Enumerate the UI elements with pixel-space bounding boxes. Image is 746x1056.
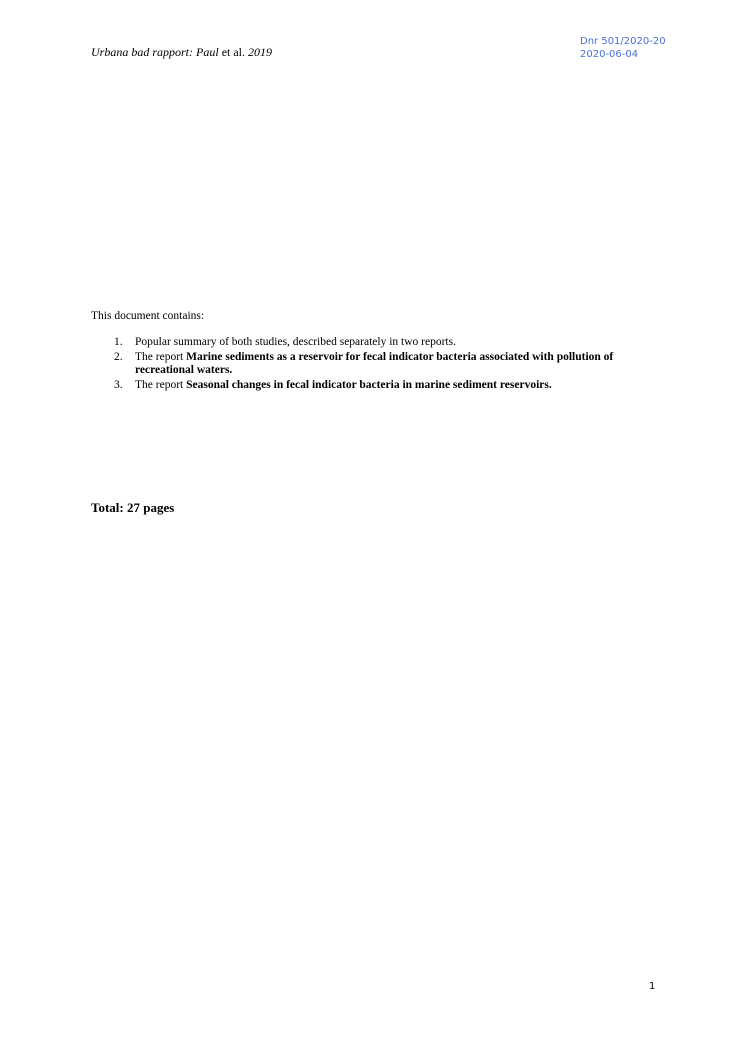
registration-date: 2020-06-04: [580, 49, 639, 60]
report-title: Marine sediments as a reservoir for fecal indicator bacteria associated with pollution of recreational waters.: [135, 350, 614, 376]
page-number: 1: [649, 981, 656, 992]
contents-list: [114, 336, 654, 393]
list-item-text: Popular summary of both studies, described separately in two reports.: [135, 336, 456, 348]
registration-number: Dnr 501/2020-20: [580, 36, 666, 47]
list-item-text: The report: [135, 378, 184, 391]
list-item-number: 2.: [114, 350, 123, 363]
registration-stamp: [580, 35, 666, 61]
list-item: [114, 379, 654, 393]
intro-text: This document contains:: [91, 310, 205, 322]
header-author: Paul: [196, 45, 219, 59]
list-item-number: 1.: [114, 336, 123, 348]
header-year: 2019: [248, 45, 273, 59]
list-item: [114, 336, 654, 350]
running-header: [91, 45, 272, 59]
total-pages: Total: 27 pages: [91, 500, 175, 515]
header-title: Urbana bad rapport:: [91, 45, 194, 59]
report-title: Seasonal changes in fecal indicator bacteria in marine sediment reservoirs.: [186, 378, 552, 391]
header-author-suffix: et al.: [221, 45, 246, 59]
list-item-text: The report: [135, 350, 184, 363]
list-item: [114, 351, 654, 378]
list-item-number: 3.: [114, 378, 123, 391]
